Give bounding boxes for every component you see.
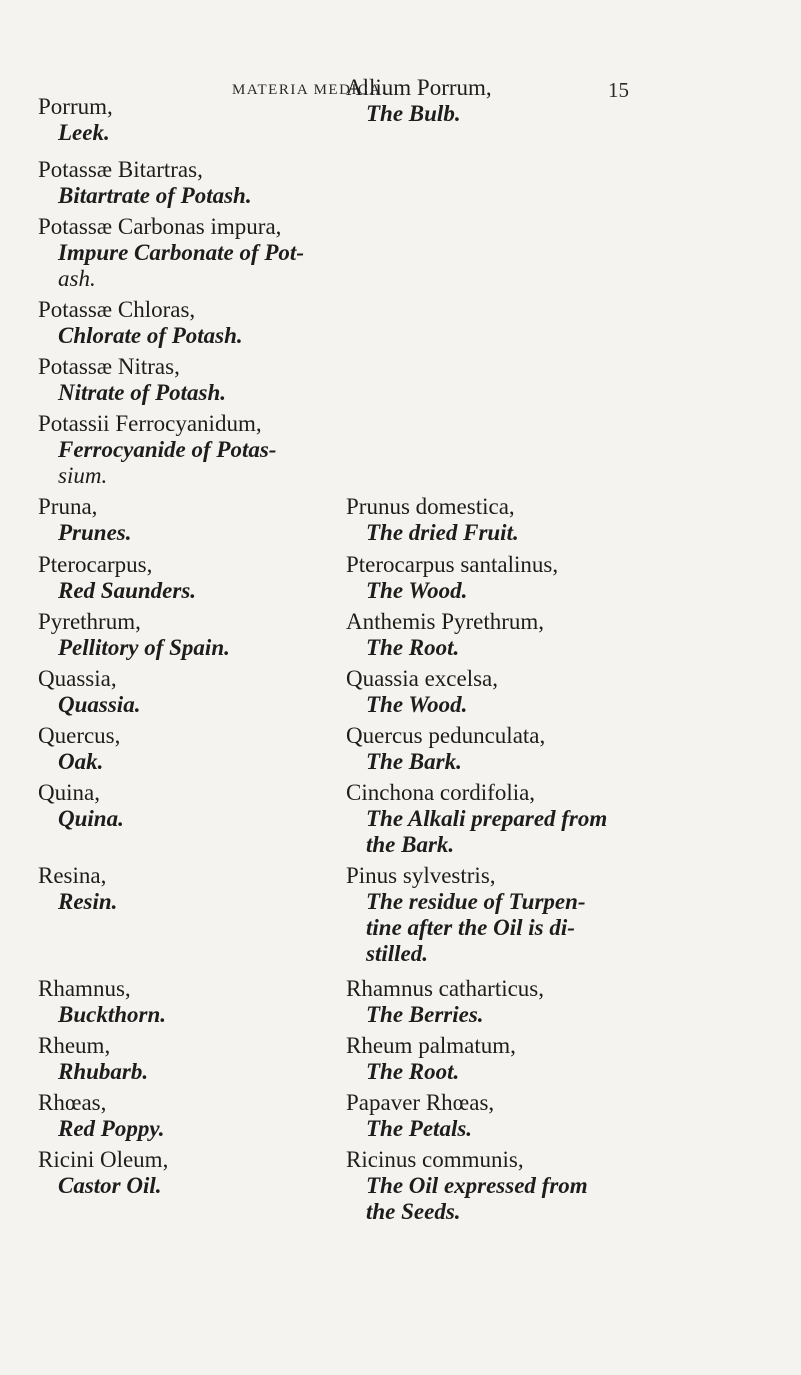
running-title: MATERIA MEDICA.: [232, 82, 388, 98]
left-entry: [38, 723, 120, 775]
left-entry: [38, 1147, 168, 1199]
right-entry: [346, 552, 558, 604]
part-used: The Root.: [366, 635, 460, 660]
left-entry: [38, 780, 124, 832]
part-used: The Berries.: [366, 1002, 484, 1027]
botanical-source: Quassia excelsa,: [346, 666, 498, 691]
left-entry: [38, 976, 166, 1028]
left-entry: [38, 666, 140, 718]
right-entry: [346, 723, 545, 775]
botanical-source: Papaver Rhœas,: [346, 1090, 495, 1115]
part-used: The Wood.: [366, 692, 468, 717]
english-name: Oak.: [58, 749, 104, 774]
english-name: Bitartrate of Potash.: [58, 183, 252, 208]
left-entry: [38, 1033, 148, 1085]
english-name: Quassia.: [58, 692, 141, 717]
left-entry: [38, 157, 252, 209]
english-name: sium.: [58, 463, 108, 488]
right-entry: [346, 1033, 516, 1085]
english-name: Resin.: [58, 889, 118, 914]
botanical-source: Prunus domestica,: [346, 494, 515, 519]
english-name: Leek.: [58, 120, 110, 145]
botanical-source: Pterocarpus santalinus,: [346, 552, 559, 577]
drug-name: Pyrethrum,: [38, 609, 141, 634]
part-used: The Oil expressed from: [366, 1173, 588, 1198]
part-used: the Bark.: [366, 832, 455, 857]
right-entry: [346, 494, 519, 546]
drug-name: Quina,: [38, 780, 100, 805]
botanical-source: Allium Porrum,: [346, 75, 492, 100]
left-entry: [38, 297, 243, 349]
english-name: Castor Oil.: [58, 1173, 162, 1198]
left-entry: [38, 354, 226, 406]
english-name: Red Saunders.: [58, 578, 197, 603]
part-used: The Alkali prepared from: [366, 806, 608, 831]
english-name: Ferrocyanide of Potas-: [58, 437, 277, 462]
drug-name: Pterocarpus,: [38, 552, 153, 577]
left-entry: [38, 552, 196, 604]
right-entry: [346, 780, 607, 858]
english-name: Chlorate of Potash.: [58, 323, 243, 348]
right-entry: [346, 863, 586, 967]
drug-name: Quercus,: [38, 723, 121, 748]
english-name: Buckthorn.: [58, 1002, 167, 1027]
drug-name: Resina,: [38, 863, 107, 888]
part-used: The dried Fruit.: [366, 520, 519, 545]
drug-name: Rheum,: [38, 1033, 111, 1058]
drug-name: Rhamnus,: [38, 976, 131, 1001]
english-name: Prunes.: [58, 520, 132, 545]
botanical-source: Cinchona cordifolia,: [346, 780, 536, 805]
drug-name: Potassæ Carbonas impura,: [38, 214, 282, 239]
left-entry: [38, 494, 132, 546]
left-entry: [38, 214, 304, 292]
page-number: 15: [608, 78, 629, 102]
botanical-source: Anthemis Pyrethrum,: [346, 609, 545, 634]
botanical-source: Rheum palmatum,: [346, 1033, 516, 1058]
part-used: the Seeds.: [366, 1199, 461, 1224]
right-entry: [346, 666, 498, 718]
part-used: stilled.: [366, 941, 428, 966]
part-used: The residue of Turpen-: [366, 889, 586, 914]
drug-name: Pruna,: [38, 494, 98, 519]
part-used: The Bulb.: [366, 101, 461, 126]
right-entry: [346, 75, 492, 127]
left-entry: [38, 609, 230, 661]
right-entry: [346, 1090, 494, 1142]
english-name: ash.: [58, 266, 96, 291]
drug-name: Rhœas,: [38, 1090, 107, 1115]
part-used: The Root.: [366, 1059, 460, 1084]
botanical-source: Ricinus communis,: [346, 1147, 524, 1172]
botanical-source: Rhamnus catharticus,: [346, 976, 545, 1001]
drug-name: Potassii Ferrocyanidum,: [38, 411, 262, 436]
left-entry: [38, 1090, 164, 1142]
english-name: Red Poppy.: [58, 1116, 165, 1141]
drug-name: Ricini Oleum,: [38, 1147, 169, 1172]
drug-name: Porrum,: [38, 94, 113, 119]
part-used: The Bark.: [366, 749, 462, 774]
botanical-source: Pinus sylvestris,: [346, 863, 496, 888]
part-used: The Wood.: [366, 578, 468, 603]
part-used: The Petals.: [366, 1116, 473, 1141]
english-name: Rhubarb.: [58, 1059, 149, 1084]
drug-name: Quassia,: [38, 666, 117, 691]
drug-name: Potassæ Nitras,: [38, 354, 180, 379]
left-entry: [38, 863, 117, 915]
right-entry: [346, 976, 544, 1028]
right-entry: [346, 609, 544, 661]
english-name: Impure Carbonate of Pot-: [58, 240, 304, 265]
botanical-source: Quercus pedunculata,: [346, 723, 546, 748]
drug-name: Potassæ Chloras,: [38, 297, 196, 322]
english-name: Pellitory of Spain.: [58, 635, 230, 660]
left-entry: [38, 94, 113, 146]
left-entry: [38, 411, 276, 489]
right-entry: [346, 1147, 588, 1225]
part-used: tine after the Oil is di-: [366, 915, 575, 940]
english-name: Nitrate of Potash.: [58, 380, 227, 405]
english-name: Quina.: [58, 806, 124, 831]
drug-name: Potassæ Bitartras,: [38, 157, 203, 182]
